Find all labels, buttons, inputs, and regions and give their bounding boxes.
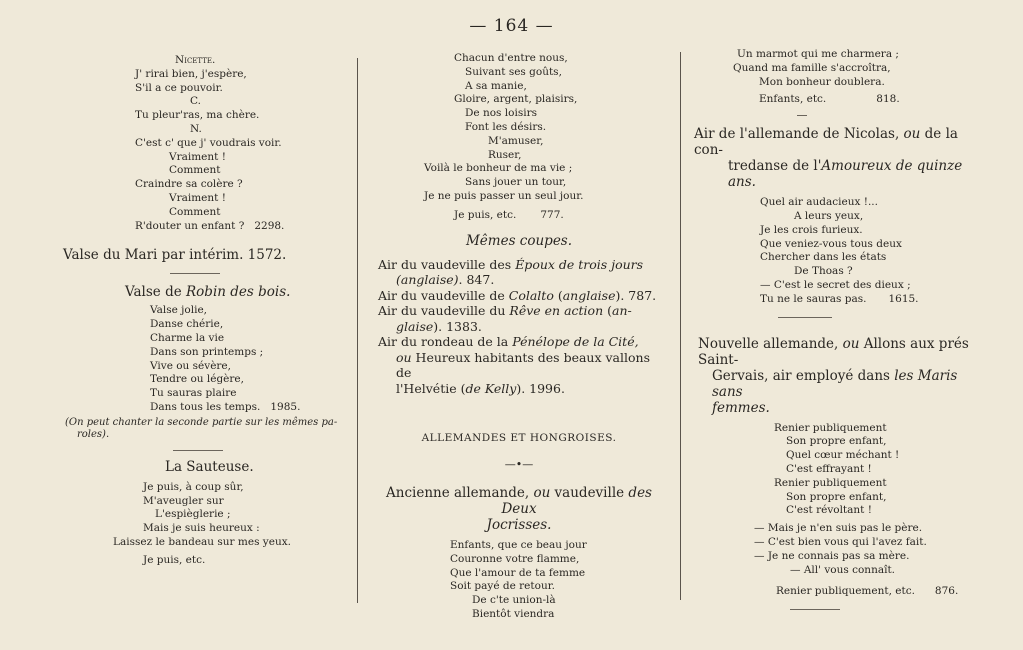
dialogue-verse bbox=[754, 522, 987, 577]
verse-line: Je ne puis passer un seul jour. bbox=[424, 189, 584, 202]
verse-line: Couronne votre flamme, bbox=[450, 552, 580, 565]
tune-title: Robin des bois. bbox=[186, 284, 291, 301]
tune-number: 1985. bbox=[270, 400, 301, 413]
tune-number: 1615. bbox=[888, 292, 919, 305]
verse-line: R'douter un enfant ? bbox=[135, 219, 245, 232]
verse-line: Quand ma famille s'accroîtra, bbox=[733, 61, 891, 74]
air-entry: ou Heureux habitants des beaux vallons de bbox=[396, 349, 650, 381]
verse-line: De Thoas ? bbox=[794, 265, 853, 278]
separator-rule bbox=[790, 609, 840, 610]
verse-line: Quel air audacieux !... bbox=[760, 196, 878, 209]
page-number: — 164 — bbox=[469, 16, 554, 36]
performance-note: (On peut chanter la seconde partie sur les mêmes pa- bbox=[65, 416, 338, 428]
verse-line: Son propre enfant, bbox=[786, 490, 887, 503]
verse-line: Vive ou sévère, bbox=[150, 359, 231, 372]
verse-line: Bientôt viendra bbox=[472, 608, 555, 621]
separator-rule bbox=[778, 317, 832, 318]
verse-line: De nos loisirs bbox=[465, 107, 537, 120]
verse-line: Font les désirs. bbox=[465, 120, 547, 133]
verse-line: Mon bonheur doublera. bbox=[759, 75, 885, 88]
verse-line: Je puis, etc. bbox=[454, 208, 517, 221]
column-left bbox=[55, 50, 345, 568]
verse-line: Vraiment ! bbox=[169, 150, 226, 163]
verse-line: Voilà le bonheur de ma vie ; bbox=[424, 162, 573, 175]
verse-line: Renier publiquement bbox=[774, 421, 887, 434]
verse-line: Craindre sa colère ? bbox=[135, 178, 243, 191]
separator-rule bbox=[797, 115, 807, 116]
verse-line: A leurs yeux, bbox=[794, 209, 864, 222]
speaker-label: Nicette. bbox=[175, 54, 216, 66]
verse-line: Ruser, bbox=[488, 148, 522, 161]
verse-line: Tu sauras plaire bbox=[150, 387, 237, 400]
air-list bbox=[378, 257, 660, 397]
verse-line: Enfants, etc. bbox=[759, 93, 827, 106]
verse-line: Je puis, etc. bbox=[143, 553, 206, 566]
air-entry: Air du rondeau de la Pénélope de la Cité, bbox=[378, 334, 639, 350]
air-entry: glaise). 1383. bbox=[396, 318, 482, 334]
verse-line: — Mais je n'en suis pas le père. bbox=[754, 522, 923, 535]
robin-verse bbox=[150, 304, 345, 414]
verse-line: Dans tous les temps. bbox=[150, 400, 261, 413]
section-subtitle: Mêmes coupes. bbox=[465, 232, 573, 249]
tune-number: 777. bbox=[540, 208, 564, 221]
verse-line: Gloire, argent, plaisirs, bbox=[454, 93, 578, 106]
verse-line: C'est effrayant ! bbox=[786, 462, 872, 475]
verse-line: Charme la vie bbox=[150, 331, 225, 344]
verse-line: Je les crois furieux. bbox=[760, 223, 863, 236]
verse-line: Vraiment ! bbox=[169, 191, 226, 204]
verse-line: C'est révoltant ! bbox=[786, 504, 872, 517]
verse-line: Tu pleur'ras, ma chère. bbox=[135, 109, 260, 122]
tune-number: 818. bbox=[876, 93, 900, 106]
verse-line: C'est c' que j' voudrais voir. bbox=[135, 136, 282, 149]
sauteuse-verse bbox=[113, 481, 345, 568]
verse-line: Suivant ses goûts, bbox=[465, 65, 562, 78]
renier-verse bbox=[774, 422, 987, 519]
tune-heading: Air de l'allemande de Nicolas, ou de la con- bbox=[694, 126, 958, 159]
verse-line: L'espièglerie ; bbox=[155, 508, 231, 521]
tune-heading: Ancienne allemande, ou vaudeville des Deux bbox=[386, 485, 652, 518]
verse-line: Que l'amour de ta femme bbox=[450, 566, 586, 579]
verse-line: Son propre enfant, bbox=[786, 435, 887, 448]
verse-line: Chacun d'entre nous, bbox=[454, 52, 568, 64]
quel-air-verse bbox=[760, 196, 987, 306]
ornament: —•— bbox=[504, 458, 534, 472]
marmot-verse bbox=[733, 48, 987, 107]
separator-rule bbox=[173, 450, 223, 451]
verse-line: Je puis, à coup sûr, bbox=[143, 480, 244, 493]
verse-line: Renier publiquement bbox=[774, 476, 887, 489]
air-entry: (anglaise). 847. bbox=[396, 272, 495, 288]
verse-line: J' rirai bien, j'espère, bbox=[135, 67, 247, 80]
tune-number: 876. bbox=[934, 585, 959, 598]
verse-line: Enfants, que ce beau jour bbox=[450, 539, 587, 552]
tune-heading: La Sauteuse. bbox=[165, 458, 254, 475]
verse-line: M'aveugler sur bbox=[143, 494, 224, 507]
tune-heading: Valse de Robin des bois. bbox=[125, 284, 291, 301]
section-heading: ALLEMANDES ET HONGROISES. bbox=[421, 432, 617, 445]
verse-line: Un marmot qui me charmera ; bbox=[737, 48, 899, 60]
verse-line: — Je ne connais pas sa mère. bbox=[754, 549, 910, 562]
verse-line: S'il a ce pouvoir. bbox=[135, 81, 223, 94]
verse-line: Soit payé de retour. bbox=[450, 580, 555, 593]
verse-line: De c'te union-là bbox=[472, 594, 556, 607]
verse-line: Comment bbox=[169, 164, 221, 177]
verse-line: Quel cœur méchant ! bbox=[786, 449, 900, 462]
tune-heading: Jocrisses. bbox=[486, 517, 552, 534]
enfants-verse bbox=[450, 539, 660, 622]
speaker-label: C. bbox=[190, 95, 201, 108]
chacun-verse bbox=[398, 52, 660, 223]
speaker-label: N. bbox=[190, 122, 202, 135]
tune-heading: Nouvelle allemande, ou Allons aux prés Saint- bbox=[698, 335, 969, 368]
verse-line: — C'est bien vous qui l'avez fait. bbox=[754, 535, 927, 548]
performance-note: roles). bbox=[77, 428, 110, 440]
air-entry: Air du vaudeville de Colalto (anglaise). 787. bbox=[378, 287, 657, 303]
tune-heading: femmes. bbox=[712, 399, 770, 416]
column-divider-right bbox=[680, 52, 681, 600]
air-entry: l'Helvétie (de Kelly). 1996. bbox=[396, 380, 565, 396]
tune-heading: tredanse de l'Amoureux de quinze ans. bbox=[728, 158, 963, 191]
verse-line: Mais je suis heureux : bbox=[143, 522, 260, 535]
verse-line: Comment bbox=[169, 205, 221, 218]
separator-rule bbox=[170, 273, 220, 274]
verse-line: Chercher dans les états bbox=[760, 251, 887, 264]
air-entry: Air du vaudeville des Époux de trois jours bbox=[378, 256, 644, 272]
verse-line: — C'est le secret des dieux ; bbox=[760, 278, 911, 291]
column-middle bbox=[378, 50, 660, 622]
verse-line: Sans jouer un tour, bbox=[465, 176, 567, 189]
verse-line: Danse chérie, bbox=[150, 318, 224, 331]
column-right bbox=[692, 50, 987, 610]
verse-line: M'amuser, bbox=[488, 134, 544, 147]
air-entry: Air du vaudeville du Rêve en action (an- bbox=[378, 303, 632, 319]
verse-line: A sa manie, bbox=[465, 79, 527, 92]
verse-line: Tendre ou légère, bbox=[150, 373, 244, 386]
verse-line: Tu ne le sauras pas. bbox=[760, 292, 867, 305]
verse-line: Renier publiquement, etc. bbox=[776, 585, 915, 598]
tune-heading: Gervais, air employé dans les Maris sans bbox=[712, 367, 958, 400]
column-divider-left bbox=[357, 58, 358, 603]
verse-line: Que veniez-vous tous deux bbox=[760, 237, 902, 250]
tune-number: 2298. bbox=[254, 219, 285, 232]
verse-line: Valse jolie, bbox=[150, 304, 208, 317]
verse-line: Laissez le bandeau sur mes yeux. bbox=[113, 535, 291, 548]
tune-heading: Valse du Mari par intérim. 1572. bbox=[63, 247, 287, 264]
nicette-verse bbox=[135, 54, 345, 233]
verse-line: Dans son printemps ; bbox=[150, 345, 264, 358]
verse-line: — All' vous connaît. bbox=[790, 563, 896, 576]
